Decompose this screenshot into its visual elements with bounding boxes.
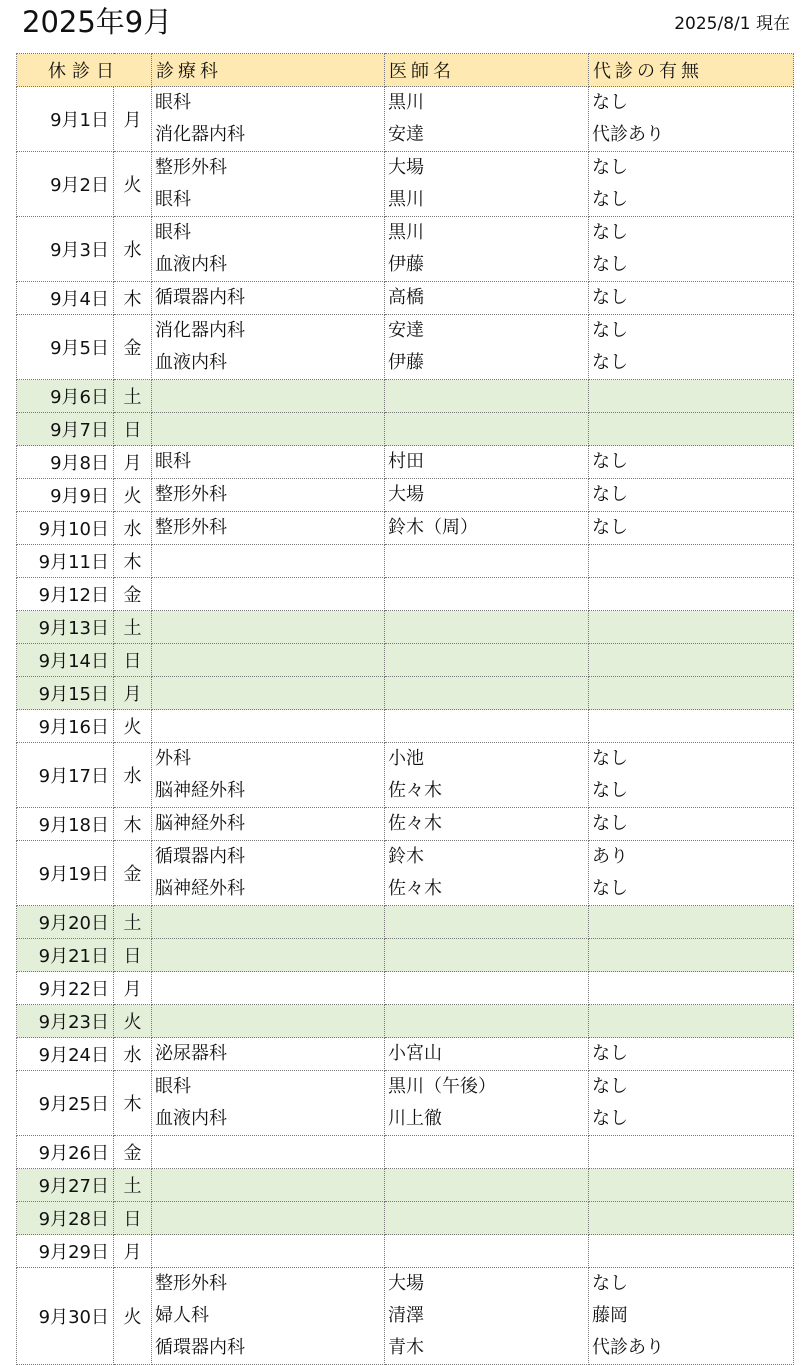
department-text: 整形外科: [155, 484, 227, 505]
department-cell: [152, 315, 385, 380]
department-cell: [152, 1005, 385, 1038]
as-of-date: 2025/8/1 現在: [674, 14, 790, 34]
table-row: [17, 446, 794, 479]
department-cell: [152, 282, 385, 315]
page-title: 2025年9月: [22, 5, 173, 39]
substitute-text: なし: [592, 320, 628, 341]
doctor-text: 黒川: [388, 222, 424, 243]
substitute-text: 藤岡: [592, 1305, 628, 1326]
weekday: 日: [114, 1202, 152, 1235]
doctor-text: 清澤: [388, 1305, 424, 1326]
closure-date: 9月24日: [17, 1038, 114, 1071]
doctor-text: 小宮山: [388, 1043, 442, 1064]
table-row: [17, 644, 794, 677]
weekday: 月: [114, 972, 152, 1005]
doctor-text: 小池: [388, 748, 424, 769]
substitute-cell: [589, 677, 794, 710]
doctor-cell: [385, 611, 589, 644]
department-text: 脳神経外科: [155, 813, 245, 834]
weekday: 火: [114, 710, 152, 743]
closure-date: 9月18日: [17, 808, 114, 841]
doctor-cell: [385, 152, 589, 217]
table-row: [17, 1235, 794, 1268]
table-row: [17, 1169, 794, 1202]
substitute-cell: [589, 1136, 794, 1169]
weekday: 火: [114, 152, 152, 217]
department-text: 消化器内科: [155, 124, 245, 145]
doctor-cell: [385, 1038, 589, 1071]
department-text: 血液内科: [155, 254, 227, 275]
substitute-text: なし: [592, 517, 628, 538]
table-row: [17, 413, 794, 446]
doctor-cell: [385, 282, 589, 315]
substitute-cell: [589, 906, 794, 939]
doctor-text: 鈴木（周）: [388, 517, 478, 538]
weekday: 火: [114, 479, 152, 512]
table-row: [17, 578, 794, 611]
table-row: [17, 710, 794, 743]
substitute-cell: [589, 413, 794, 446]
substitute-cell: [589, 1202, 794, 1235]
closure-date: 9月23日: [17, 1005, 114, 1038]
table-row: [17, 906, 794, 939]
substitute-cell: [589, 578, 794, 611]
doctor-text: 高橋: [388, 287, 424, 308]
doctor-cell: [385, 1071, 589, 1136]
doctor-text: 黒川: [388, 189, 424, 210]
department-text: 整形外科: [155, 517, 227, 538]
weekday: 金: [114, 1136, 152, 1169]
closure-date: 9月15日: [17, 677, 114, 710]
substitute-text: なし: [592, 1043, 628, 1064]
substitute-text: なし: [592, 92, 628, 113]
weekday: 月: [114, 87, 152, 152]
doctor-cell: [385, 841, 589, 906]
header-closure-day: 休診日: [17, 54, 152, 87]
doctor-text: 伊藤: [388, 352, 424, 373]
department-text: 血液内科: [155, 1108, 227, 1129]
weekday: 日: [114, 644, 152, 677]
department-text: 婦人科: [155, 1305, 209, 1326]
department-text: 泌尿器科: [155, 1043, 227, 1064]
table-row: [17, 217, 794, 282]
weekday: 日: [114, 939, 152, 972]
weekday: 水: [114, 512, 152, 545]
substitute-text: なし: [592, 352, 628, 373]
table-header-row: [17, 54, 794, 87]
closure-date: 9月1日: [17, 87, 114, 152]
department-text: 脳神経外科: [155, 780, 245, 801]
department-cell: [152, 1071, 385, 1136]
substitute-cell: [589, 545, 794, 578]
department-cell: [152, 939, 385, 972]
substitute-cell: [589, 512, 794, 545]
closure-date: 9月27日: [17, 1169, 114, 1202]
doctor-text: 川上徹: [388, 1108, 442, 1129]
substitute-text: なし: [592, 189, 628, 210]
doctor-cell: [385, 315, 589, 380]
substitute-cell: [589, 87, 794, 152]
table-row: [17, 939, 794, 972]
header-department: 診療科: [152, 54, 385, 87]
substitute-text: なし: [592, 451, 628, 472]
department-text: 循環器内科: [155, 287, 245, 308]
substitute-text: なし: [592, 254, 628, 275]
closure-date: 9月29日: [17, 1235, 114, 1268]
substitute-cell: [589, 743, 794, 808]
closure-date: 9月3日: [17, 217, 114, 282]
closure-date: 9月12日: [17, 578, 114, 611]
weekday: 土: [114, 1169, 152, 1202]
substitute-text: あり: [592, 846, 628, 867]
department-text: 整形外科: [155, 1273, 227, 1294]
table-row: [17, 1038, 794, 1071]
substitute-cell: [589, 611, 794, 644]
weekday: 金: [114, 841, 152, 906]
weekday: 日: [114, 413, 152, 446]
substitute-text: 代診あり: [592, 1337, 664, 1358]
department-text: 整形外科: [155, 157, 227, 178]
substitute-cell: [589, 1038, 794, 1071]
weekday: 月: [114, 1235, 152, 1268]
closure-date: 9月20日: [17, 906, 114, 939]
department-text: 眼科: [155, 92, 191, 113]
header-doctor: 医師名: [385, 54, 589, 87]
table-row: [17, 743, 794, 808]
closure-date: 9月9日: [17, 479, 114, 512]
weekday: 水: [114, 217, 152, 282]
department-cell: [152, 1202, 385, 1235]
substitute-cell: [589, 808, 794, 841]
weekday: 木: [114, 808, 152, 841]
doctor-cell: [385, 578, 589, 611]
department-cell: [152, 906, 385, 939]
substitute-cell: [589, 479, 794, 512]
weekday: 土: [114, 380, 152, 413]
department-cell: [152, 217, 385, 282]
department-cell: [152, 808, 385, 841]
substitute-text: なし: [592, 1076, 628, 1097]
closure-date: 9月21日: [17, 939, 114, 972]
department-cell: [152, 710, 385, 743]
doctor-cell: [385, 939, 589, 972]
department-text: 眼科: [155, 189, 191, 210]
department-cell: [152, 1136, 385, 1169]
closure-date: 9月7日: [17, 413, 114, 446]
doctor-text: 安達: [388, 124, 424, 145]
doctor-text: 安達: [388, 320, 424, 341]
weekday: 木: [114, 545, 152, 578]
department-cell: [152, 1235, 385, 1268]
substitute-cell: [589, 1071, 794, 1136]
table-body: [17, 87, 794, 1365]
department-cell: [152, 413, 385, 446]
doctor-cell: [385, 1169, 589, 1202]
substitute-cell: [589, 1005, 794, 1038]
substitute-text: なし: [592, 287, 628, 308]
doctor-cell: [385, 479, 589, 512]
substitute-text: なし: [592, 878, 628, 899]
substitute-text: なし: [592, 1273, 628, 1294]
weekday: 月: [114, 446, 152, 479]
weekday: 木: [114, 1071, 152, 1136]
department-cell: [152, 677, 385, 710]
substitute-text: なし: [592, 1108, 628, 1129]
closure-date: 9月4日: [17, 282, 114, 315]
doctor-cell: [385, 512, 589, 545]
closure-date: 9月26日: [17, 1136, 114, 1169]
doctor-text: 黒川: [388, 92, 424, 113]
table-row: [17, 152, 794, 217]
department-cell: [152, 446, 385, 479]
department-text: 眼科: [155, 222, 191, 243]
department-cell: [152, 972, 385, 1005]
weekday: 土: [114, 906, 152, 939]
doctor-text: 佐々木: [388, 780, 442, 801]
table-row: [17, 315, 794, 380]
closure-date: 9月22日: [17, 972, 114, 1005]
table-row: [17, 841, 794, 906]
doctor-cell: [385, 413, 589, 446]
table-row: [17, 1202, 794, 1235]
department-text: 循環器内科: [155, 846, 245, 867]
substitute-text: なし: [592, 484, 628, 505]
closure-date: 9月19日: [17, 841, 114, 906]
table-row: [17, 972, 794, 1005]
department-text: 外科: [155, 748, 191, 769]
doctor-cell: [385, 1005, 589, 1038]
substitute-text: なし: [592, 780, 628, 801]
table-row: [17, 512, 794, 545]
substitute-cell: [589, 446, 794, 479]
table-row: [17, 479, 794, 512]
doctor-text: 佐々木: [388, 878, 442, 899]
substitute-cell: [589, 217, 794, 282]
doctor-cell: [385, 644, 589, 677]
doctor-cell: [385, 380, 589, 413]
substitute-cell: [589, 939, 794, 972]
doctor-cell: [385, 808, 589, 841]
doctor-text: 佐々木: [388, 813, 442, 834]
department-cell: [152, 87, 385, 152]
substitute-text: なし: [592, 222, 628, 243]
table-row: [17, 87, 794, 152]
doctor-cell: [385, 743, 589, 808]
substitute-text: なし: [592, 157, 628, 178]
doctor-text: 大場: [388, 1273, 424, 1294]
weekday: 火: [114, 1268, 152, 1365]
doctor-cell: [385, 677, 589, 710]
closure-date: 9月28日: [17, 1202, 114, 1235]
doctor-text: 黒川（午後）: [388, 1076, 496, 1097]
department-text: 眼科: [155, 451, 191, 472]
doctor-text: 村田: [388, 451, 424, 472]
table-row: [17, 1005, 794, 1038]
department-cell: [152, 479, 385, 512]
closure-date: 9月10日: [17, 512, 114, 545]
table-row: [17, 611, 794, 644]
substitute-cell: [589, 380, 794, 413]
table-row: [17, 808, 794, 841]
department-cell: [152, 512, 385, 545]
closure-date: 9月8日: [17, 446, 114, 479]
weekday: 木: [114, 282, 152, 315]
department-cell: [152, 545, 385, 578]
weekday: 金: [114, 578, 152, 611]
substitute-cell: [589, 315, 794, 380]
closure-date: 9月13日: [17, 611, 114, 644]
department-cell: [152, 1038, 385, 1071]
substitute-cell: [589, 1235, 794, 1268]
doctor-cell: [385, 972, 589, 1005]
department-text: 血液内科: [155, 352, 227, 373]
weekday: 金: [114, 315, 152, 380]
doctor-cell: [385, 906, 589, 939]
doctor-cell: [385, 87, 589, 152]
doctor-cell: [385, 1235, 589, 1268]
weekday: 水: [114, 743, 152, 808]
substitute-cell: [589, 282, 794, 315]
department-text: 脳神経外科: [155, 878, 245, 899]
closure-schedule-table: [16, 53, 794, 1365]
department-text: 循環器内科: [155, 1337, 245, 1358]
doctor-text: 大場: [388, 157, 424, 178]
table-row: [17, 677, 794, 710]
department-cell: [152, 578, 385, 611]
weekday: 土: [114, 611, 152, 644]
closure-date: 9月11日: [17, 545, 114, 578]
department-cell: [152, 611, 385, 644]
table-row: [17, 282, 794, 315]
department-cell: [152, 1169, 385, 1202]
department-text: 眼科: [155, 1076, 191, 1097]
doctor-text: 鈴木: [388, 846, 424, 867]
department-cell: [152, 743, 385, 808]
doctor-cell: [385, 446, 589, 479]
doctor-text: 伊藤: [388, 254, 424, 275]
substitute-cell: [589, 1169, 794, 1202]
substitute-text: 代診あり: [592, 124, 664, 145]
weekday: 火: [114, 1005, 152, 1038]
doctor-cell: [385, 545, 589, 578]
closure-date: 9月25日: [17, 1071, 114, 1136]
substitute-text: なし: [592, 748, 628, 769]
table-row: [17, 1136, 794, 1169]
substitute-cell: [589, 152, 794, 217]
doctor-cell: [385, 1202, 589, 1235]
doctor-text: 大場: [388, 484, 424, 505]
table-row: [17, 380, 794, 413]
table-row: [17, 1071, 794, 1136]
doctor-cell: [385, 710, 589, 743]
department-cell: [152, 841, 385, 906]
department-cell: [152, 644, 385, 677]
doctor-cell: [385, 1136, 589, 1169]
closure-date: 9月6日: [17, 380, 114, 413]
closure-date: 9月16日: [17, 710, 114, 743]
closure-date: 9月14日: [17, 644, 114, 677]
department-cell: [152, 152, 385, 217]
header-substitute: 代診の有無: [589, 54, 794, 87]
department-text: 消化器内科: [155, 320, 245, 341]
closure-date: 9月5日: [17, 315, 114, 380]
closure-date: 9月2日: [17, 152, 114, 217]
weekday: 水: [114, 1038, 152, 1071]
substitute-cell: [589, 644, 794, 677]
substitute-cell: [589, 710, 794, 743]
substitute-cell: [589, 841, 794, 906]
doctor-text: 青木: [388, 1337, 424, 1358]
department-cell: [152, 380, 385, 413]
weekday: 月: [114, 677, 152, 710]
substitute-text: なし: [592, 813, 628, 834]
closure-date: 9月17日: [17, 743, 114, 808]
substitute-cell: [589, 972, 794, 1005]
doctor-cell: [385, 217, 589, 282]
closure-date: 9月30日: [17, 1268, 114, 1365]
table-row: [17, 545, 794, 578]
